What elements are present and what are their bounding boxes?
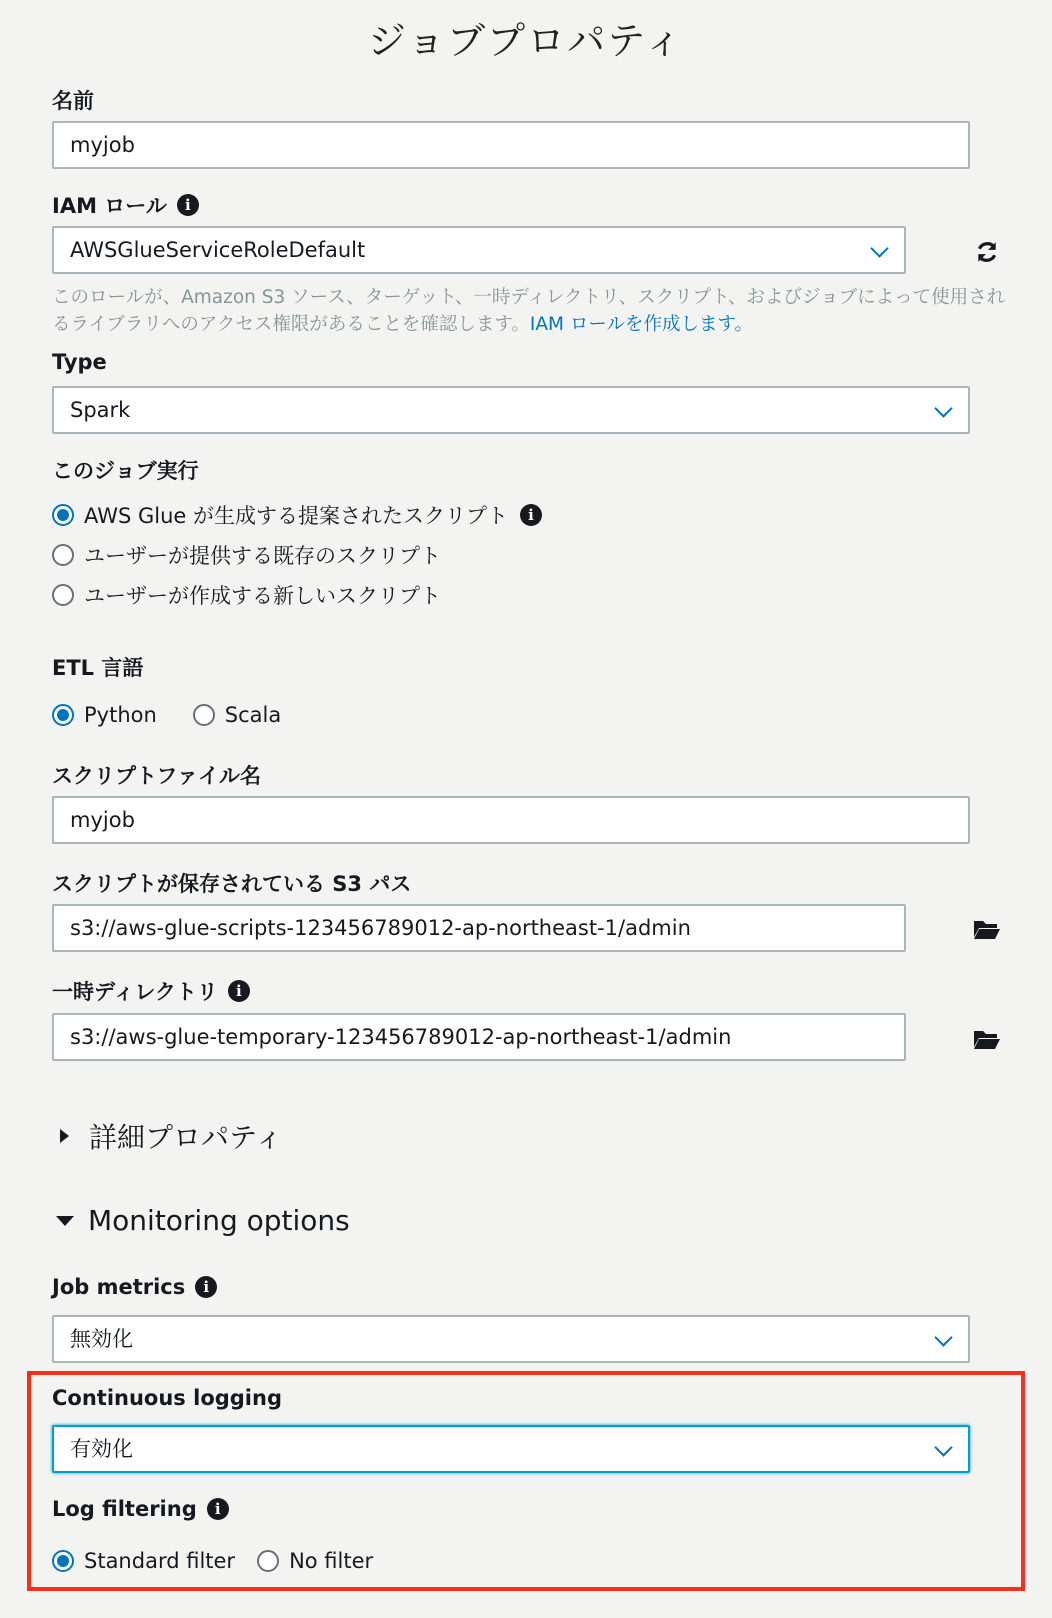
job-metrics-select[interactable]: [52, 1315, 970, 1363]
radio-checked[interactable]: [52, 504, 74, 526]
caret-right-icon: [60, 1129, 69, 1143]
job-run-label-text: このジョブ実行: [52, 459, 199, 483]
script-filename-label-text: スクリプトファイル名: [52, 764, 261, 788]
info-icon[interactable]: i: [207, 1498, 229, 1520]
refresh-icon[interactable]: [972, 237, 1002, 267]
folder-open-icon[interactable]: [972, 914, 1002, 944]
info-icon[interactable]: i: [520, 504, 542, 526]
iam-role-value: AWSGlueServiceRoleDefault: [70, 238, 366, 262]
etl-language-option-label: Scala: [224, 703, 282, 727]
iam-role-select[interactable]: [52, 226, 906, 274]
log-filtering-option-label: No filter: [289, 1549, 374, 1573]
log-filtering-radios: [52, 1549, 373, 1573]
job-metrics-value: 無効化: [70, 1327, 133, 1351]
log-filtering-option-none[interactable]: [257, 1549, 373, 1573]
job-run-option-2[interactable]: [52, 580, 441, 610]
radio-unchecked[interactable]: [193, 704, 215, 726]
continuous-logging-value: 有効化: [70, 1437, 133, 1461]
etl-language-option-python[interactable]: [52, 703, 157, 727]
job-run-option-0[interactable]: [52, 500, 542, 530]
type-label: [52, 350, 107, 374]
chevron-down-icon: [934, 399, 952, 417]
folder-open-icon[interactable]: [972, 1024, 1002, 1054]
s3-path-input[interactable]: s3://aws-glue-scripts-123456789012-ap-northeast-1/admin: [52, 904, 906, 952]
info-icon[interactable]: i: [177, 194, 199, 216]
log-filtering-option-label: Standard filter: [84, 1549, 236, 1573]
chevron-down-icon: [870, 239, 888, 257]
job-run-option-label: ユーザーが提供する既存のスクリプト: [84, 544, 441, 568]
radio-checked[interactable]: [52, 704, 74, 726]
continuous-logging-select[interactable]: [52, 1425, 970, 1473]
chevron-down-icon: [934, 1328, 952, 1346]
job-run-label: [52, 455, 199, 485]
continuous-logging-label-text: Continuous logging: [52, 1386, 282, 1410]
advanced-properties-toggle[interactable]: [56, 1116, 283, 1156]
iam-role-help: [52, 284, 1012, 338]
radio-unchecked[interactable]: [52, 544, 74, 566]
etl-language-radios: [52, 703, 281, 727]
job-metrics-label-text: Job metrics: [52, 1275, 186, 1299]
radio-checked[interactable]: [52, 1550, 74, 1572]
create-iam-role-link[interactable]: IAM ロールを作成します。: [529, 314, 753, 335]
etl-language-option-label: Python: [84, 703, 157, 727]
job-run-option-1[interactable]: [52, 540, 441, 570]
script-filename-label: [52, 760, 261, 790]
name-label: [52, 85, 94, 115]
info-icon[interactable]: i: [228, 980, 250, 1002]
radio-unchecked[interactable]: [52, 584, 74, 606]
etl-language-label: [52, 652, 143, 682]
monitoring-options-toggle[interactable]: [56, 1204, 350, 1237]
name-label-text: 名前: [52, 89, 94, 113]
iam-role-help-text: このロールが、Amazon S3 ソース、ターゲット、一時ディレクトリ、スクリプト、およびジョブによって使用されるライブラリへのアクセス権限があることを確認します。: [52, 287, 1006, 335]
advanced-properties-label: 詳細プロパティ: [89, 1121, 283, 1154]
log-filtering-label: [52, 1497, 229, 1521]
continuous-logging-label: [52, 1386, 282, 1410]
temp-dir-label: [52, 976, 250, 1006]
monitoring-options-label: Monitoring options: [88, 1204, 350, 1237]
s3-path-label-text: スクリプトが保存されている S3 パス: [52, 872, 412, 896]
job-metrics-label: [52, 1275, 217, 1299]
s3-path-label: [52, 868, 411, 898]
etl-language-label-text: ETL 言語: [52, 656, 144, 680]
iam-role-label-text: IAM ロール: [52, 194, 167, 218]
page-title: ジョブプロパティ: [367, 19, 685, 63]
job-run-option-label: AWS Glue が生成する提案されたスクリプト: [84, 504, 508, 528]
chevron-down-icon: [934, 1438, 952, 1456]
job-run-option-label: ユーザーが作成する新しいスクリプト: [84, 584, 441, 608]
script-filename-input[interactable]: myjob: [52, 796, 970, 844]
temp-dir-label-text: 一時ディレクトリ: [52, 980, 218, 1004]
type-value: Spark: [70, 398, 131, 422]
etl-language-option-scala[interactable]: [193, 703, 281, 727]
caret-down-icon: [56, 1216, 74, 1226]
temp-dir-input[interactable]: s3://aws-glue-temporary-123456789012-ap-northeast-1/admin: [52, 1013, 906, 1061]
iam-role-label: [52, 190, 199, 220]
type-select[interactable]: [52, 386, 970, 434]
info-icon[interactable]: i: [195, 1276, 217, 1298]
log-filtering-option-standard[interactable]: [52, 1549, 235, 1573]
name-input[interactable]: myjob: [52, 121, 970, 169]
log-filtering-label-text: Log filtering: [52, 1497, 197, 1521]
radio-unchecked[interactable]: [257, 1550, 279, 1572]
type-label-text: Type: [52, 350, 107, 374]
